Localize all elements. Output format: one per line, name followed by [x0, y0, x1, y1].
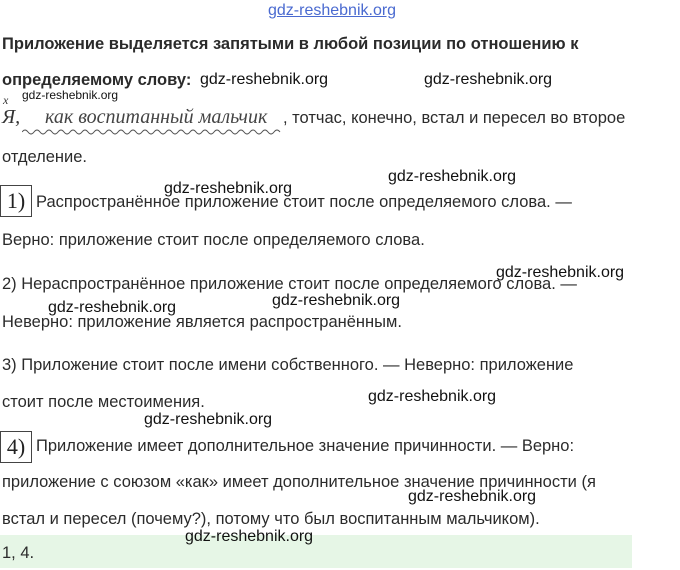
rule-heading-line1: Приложение выделяется запятыми в любой позиции по отношению к [2, 35, 579, 53]
item-number-box: 1) [0, 185, 32, 217]
item-3-line2: стоит после местоимения. [2, 393, 205, 411]
example-appositive: как воспитанный мальчик [45, 106, 268, 128]
item-number-box: 4) [0, 431, 32, 463]
watermark: gdz-reshebnik.org [496, 264, 625, 281]
watermark: gdz-reshebnik.org [200, 71, 329, 88]
answer-text: 1, 4. [2, 544, 35, 562]
watermark-small: gdz-reshebnik.org [22, 88, 119, 102]
rule-heading-line2: определяемому слову: [2, 71, 192, 89]
item-4-line1: Приложение имеет дополнительное значение причинности. — Верно: [36, 437, 575, 455]
item-number: 3) [2, 356, 17, 374]
item-4-line2: приложение с союзом «как» имеет дополнительное значение причинности (я [2, 473, 596, 491]
watermark-top[interactable]: gdz-reshebnik.org [268, 2, 397, 19]
watermark: gdz-reshebnik.org [272, 292, 401, 309]
example-subject: Я, [2, 106, 21, 128]
item-number: 2) [2, 275, 17, 293]
watermark: gdz-reshebnik.org [48, 299, 177, 316]
watermark: gdz-reshebnik.org [144, 411, 273, 428]
watermark: gdz-reshebnik.org [368, 388, 497, 405]
item-2-line2: Неверно: приложение является распространённым. [2, 313, 402, 331]
item-1-line1: Распространённое приложение стоит после определяемого слова. — [36, 193, 572, 211]
item-text: Нераспространённое приложение стоит после определяемого слова. — [21, 275, 577, 293]
item-4-line3: встал и пересел (почему?), потому что был воспитанным мальчиком). [2, 510, 540, 528]
watermark: gdz-reshebnik.org [408, 488, 537, 505]
answer-highlight [0, 535, 632, 568]
wavy-underline [22, 128, 282, 136]
example-line2: отделение. [2, 148, 87, 166]
watermark: gdz-reshebnik.org [388, 168, 517, 185]
watermark: gdz-reshebnik.org [164, 180, 293, 197]
subject-mark: x [3, 93, 9, 107]
item-1-line2: Верно: приложение стоит после определяемого слова. [2, 231, 425, 249]
watermark: gdz-reshebnik.org [185, 528, 314, 545]
item-text: Приложение стоит после имени собственного. — Неверно: приложение [21, 356, 574, 374]
watermark: gdz-reshebnik.org [424, 71, 553, 88]
item-3-line1 [2, 356, 573, 375]
example-rest: , тотчас, конечно, встал и пересел во второе [283, 109, 626, 127]
